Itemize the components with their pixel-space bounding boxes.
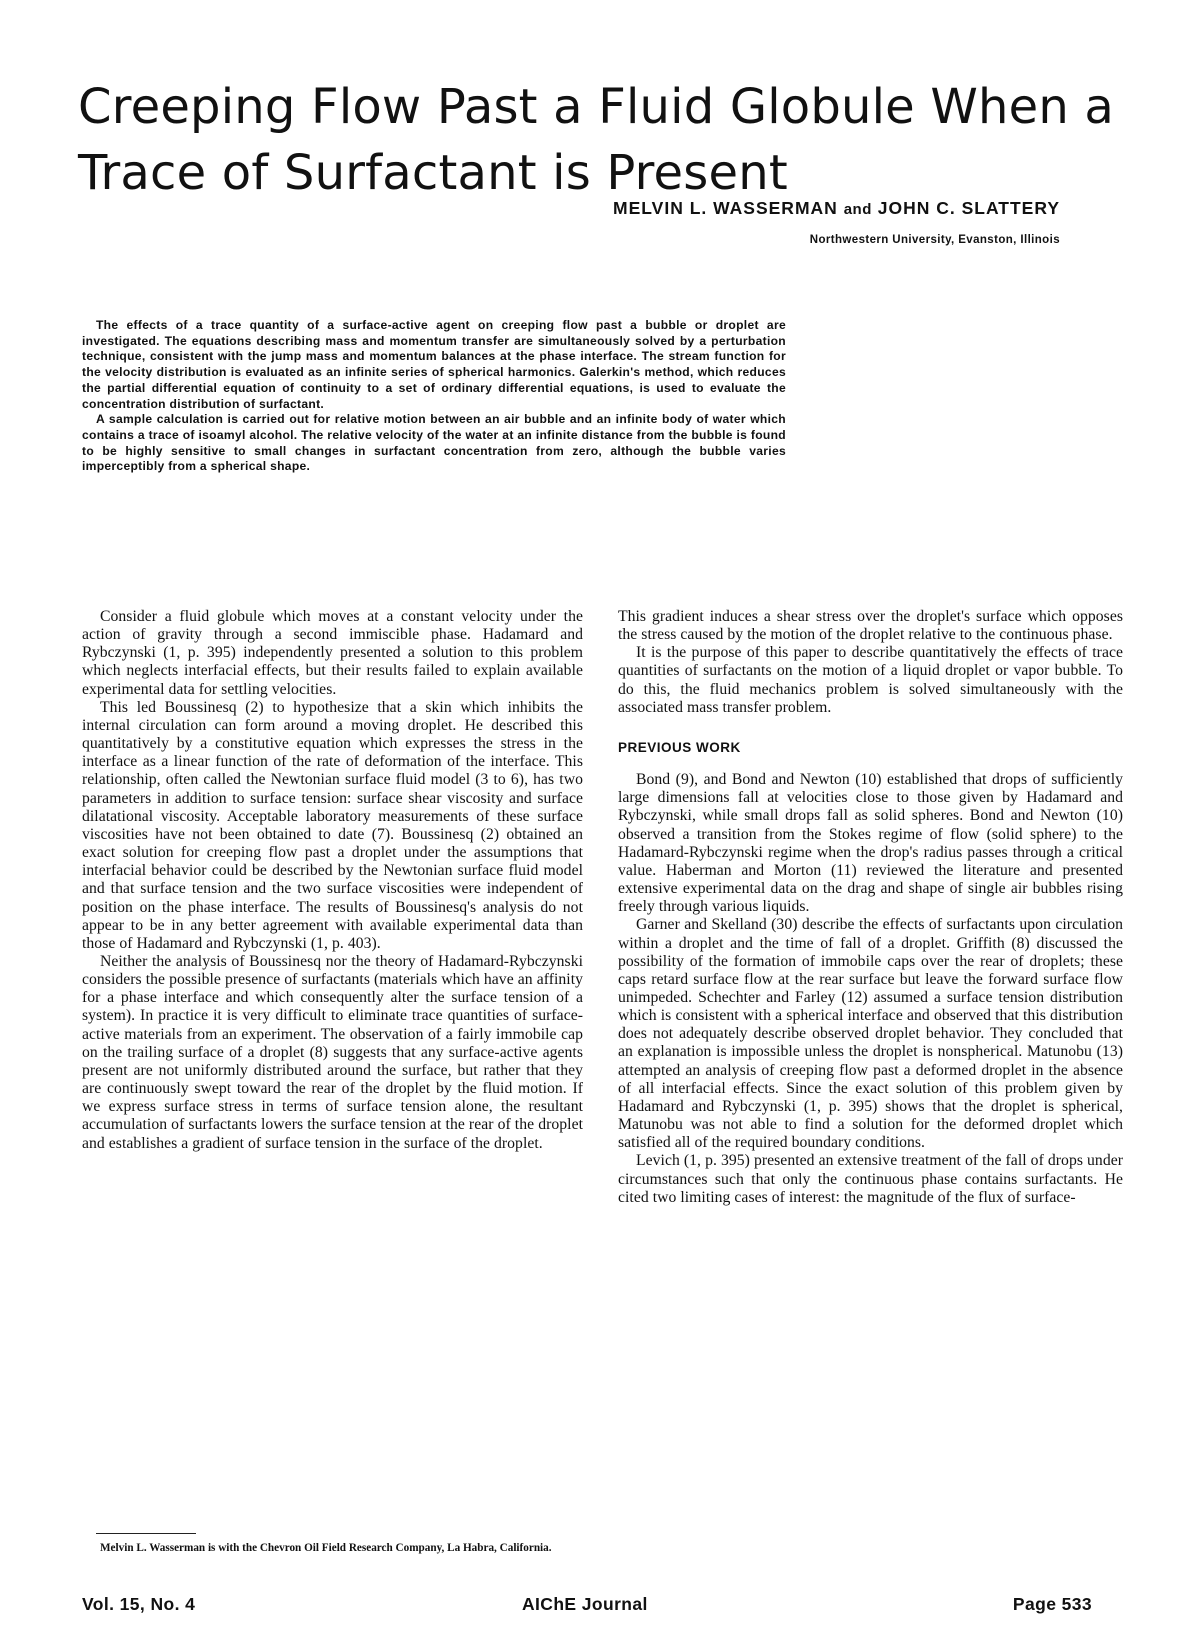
body-paragraph: This led Boussinesq (2) to hypothesize that a skin which inhibits the internal circulation can form around a moving droplet. He described this quantitatively by a constitutive equation which expresses the stress in the interface as a linear function of the rate of deformation of the interface. This relationship, often called the Newtonian surface fluid model (3 to 6), has two parameters in addition to surface tension: surface shear viscosity and surface dilatational viscosity. Acceptable laboratory measurements of these surface viscosities have not been obtained to date (7). Boussinesq (2) obtained an exact solution for creeping flow past a droplet under the assumptions that interfacial behavior could be described by the Newtonian surface fluid model and that surface tension and the two surface viscosities were independent of position on the phase interface. The results of Boussinesq's analysis do not appear to be in any better agreement with available experimental data than those of Hadamard and Rybczynski (1, p. 403). (82, 698, 583, 952)
footnote-divider (96, 1533, 196, 1534)
body-paragraph: It is the purpose of this paper to describe quantitatively the effects of trace quantities of surfactants on the motion of a liquid droplet or vapor bubble. To do this, the fluid mechanics problem is solved simultaneously with the associated mass transfer problem. (618, 644, 1123, 716)
author-conjunction: and (843, 201, 872, 218)
footer-page-number: Page 533 (1012, 1594, 1092, 1614)
abstract-paragraph-2: A sample calculation is carried out for relative motion between an air bubble and an infinite body of water which contains a trace of isoamyl alcohol. The relative velocity of the water at an infinite distance from the bubble is found to be highly sensitive to small changes in surfactant concentration from zero, although the bubble varies imperceptibly from a spherical shape. (82, 412, 786, 474)
abstract (82, 318, 786, 475)
author-list (613, 198, 1060, 219)
footer-volume: Vol. 15, No. 4 (82, 1594, 196, 1614)
author-1: MELVIN L. WASSERMAN (613, 198, 838, 218)
title-line-1: Creeping Flow Past a Fluid Globule When a (78, 79, 1115, 136)
abstract-paragraph-1: The effects of a trace quantity of a surface-active agent on creeping flow past a bubble or droplet are investigated. The equations describing mass and momentum transfer are simultaneously solved by a perturbation technique, consistent with the jump mass and momentum balances at the phase interface. The stream function for the velocity distribution is evaluated as an infinite series of spherical harmonics. Galerkin's method, which reduces the partial differential equation of continuity to a set of ordinary differential equations, is used to evaluate the concentration distribution of surfactant. (82, 318, 786, 411)
body-paragraph: Garner and Skelland (30) describe the effects of surfactants upon circulation within a droplet and the time of fall of a droplet. Griffith (8) discussed the possibility of the formation of immobile caps over the rear of droplets; these caps retard surface flow at the rear surface but leave the forward surface flow unimpeded. Schechter and Farley (12) assumed a surface tension distribution which is consistent with a spherical interface and observed that this distribution does not adequately describe observed droplet behavior. They concluded that an explanation is impossible unless the droplet is nonspherical. Matunobu (13) attempted an analysis of creeping flow past a deformed droplet in the absence of all interfacial effects. Since the exact solution of this problem given by Hadamard and Rybczynski (1, p. 395) shows that the droplet is spherical, Matunobu was not able to find a solution for the deformed droplet which satisfied all of the required boundary conditions. (618, 916, 1123, 1152)
body-paragraph: Levich (1, p. 395) presented an extensive treatment of the fall of drops under circumstances such that only the continuous phase contains surfactants. He cited two limiting cases of interest: the magnitude of the flux of surface- (618, 1152, 1123, 1206)
body-paragraph: This gradient induces a shear stress over the droplet's surface which opposes the stress caused by the motion of the droplet relative to the continuous phase. (618, 608, 1123, 644)
section-heading-previous-work: PREVIOUS WORK (618, 739, 741, 755)
body-paragraph: Bond (9), and Bond and Newton (10) established that drops of sufficiently large dimensions fall at velocities close to those given by Hadamard and Rybczynski, while small drops fall as solid spheres. Bond and Newton (10) observed a transition from the Stokes regime of flow (solid sphere) to the Hadamard-Rybczynski regime when the drop's radius passes through a critical value. Haberman and Morton (11) reviewed the literature and presented extensive experimental data on the drag and shape of single air bubbles rising freely through various liquids. (618, 771, 1123, 916)
author-2: JOHN C. SLATTERY (877, 198, 1060, 218)
body-paragraph: Consider a fluid globule which moves at a constant velocity under the action of gravity through a second immiscible phase. Hadamard and Rybczynski (1, p. 395) independently presented a solution to this problem which neglects interfacial effects, but their results failed to explain available experimental data for settling velocities. (82, 608, 583, 698)
body-paragraph: Neither the analysis of Boussinesq nor the theory of Hadamard-Rybczynski considers the possible presence of surfactants (materials which have an affinity for a phase interface and which consequently alter the surface tension of a system). In practice it is very difficult to eliminate trace quantities of surface-active materials from an experiment. The observation of a fairly immobile cap on the trailing surface of a droplet (8) suggests that any surface-active agents present are not uniformly distributed around the surface, but rather that they are continuously swept toward the rear of the droplet by the fluid motion. If we express surface stress in terms of surface tension alone, the resultant accumulation of surfactants lowers the surface tension at the rear of the droplet and establishes a gradient of surface tension in the surface of the droplet. (82, 952, 583, 1152)
body-column-right (618, 608, 1123, 1207)
author-footnote: Melvin L. Wasserman is with the Chevron Oil Field Research Company, La Habra, California. (100, 1542, 552, 1554)
author-affiliation: Northwestern University, Evanston, Illinois (809, 234, 1060, 246)
body-column-left (82, 608, 583, 1153)
title-line-2: Trace of Surfactant is Present (78, 145, 788, 202)
paper-title (78, 74, 1115, 206)
footer-journal: AIChE Journal (522, 1594, 648, 1614)
